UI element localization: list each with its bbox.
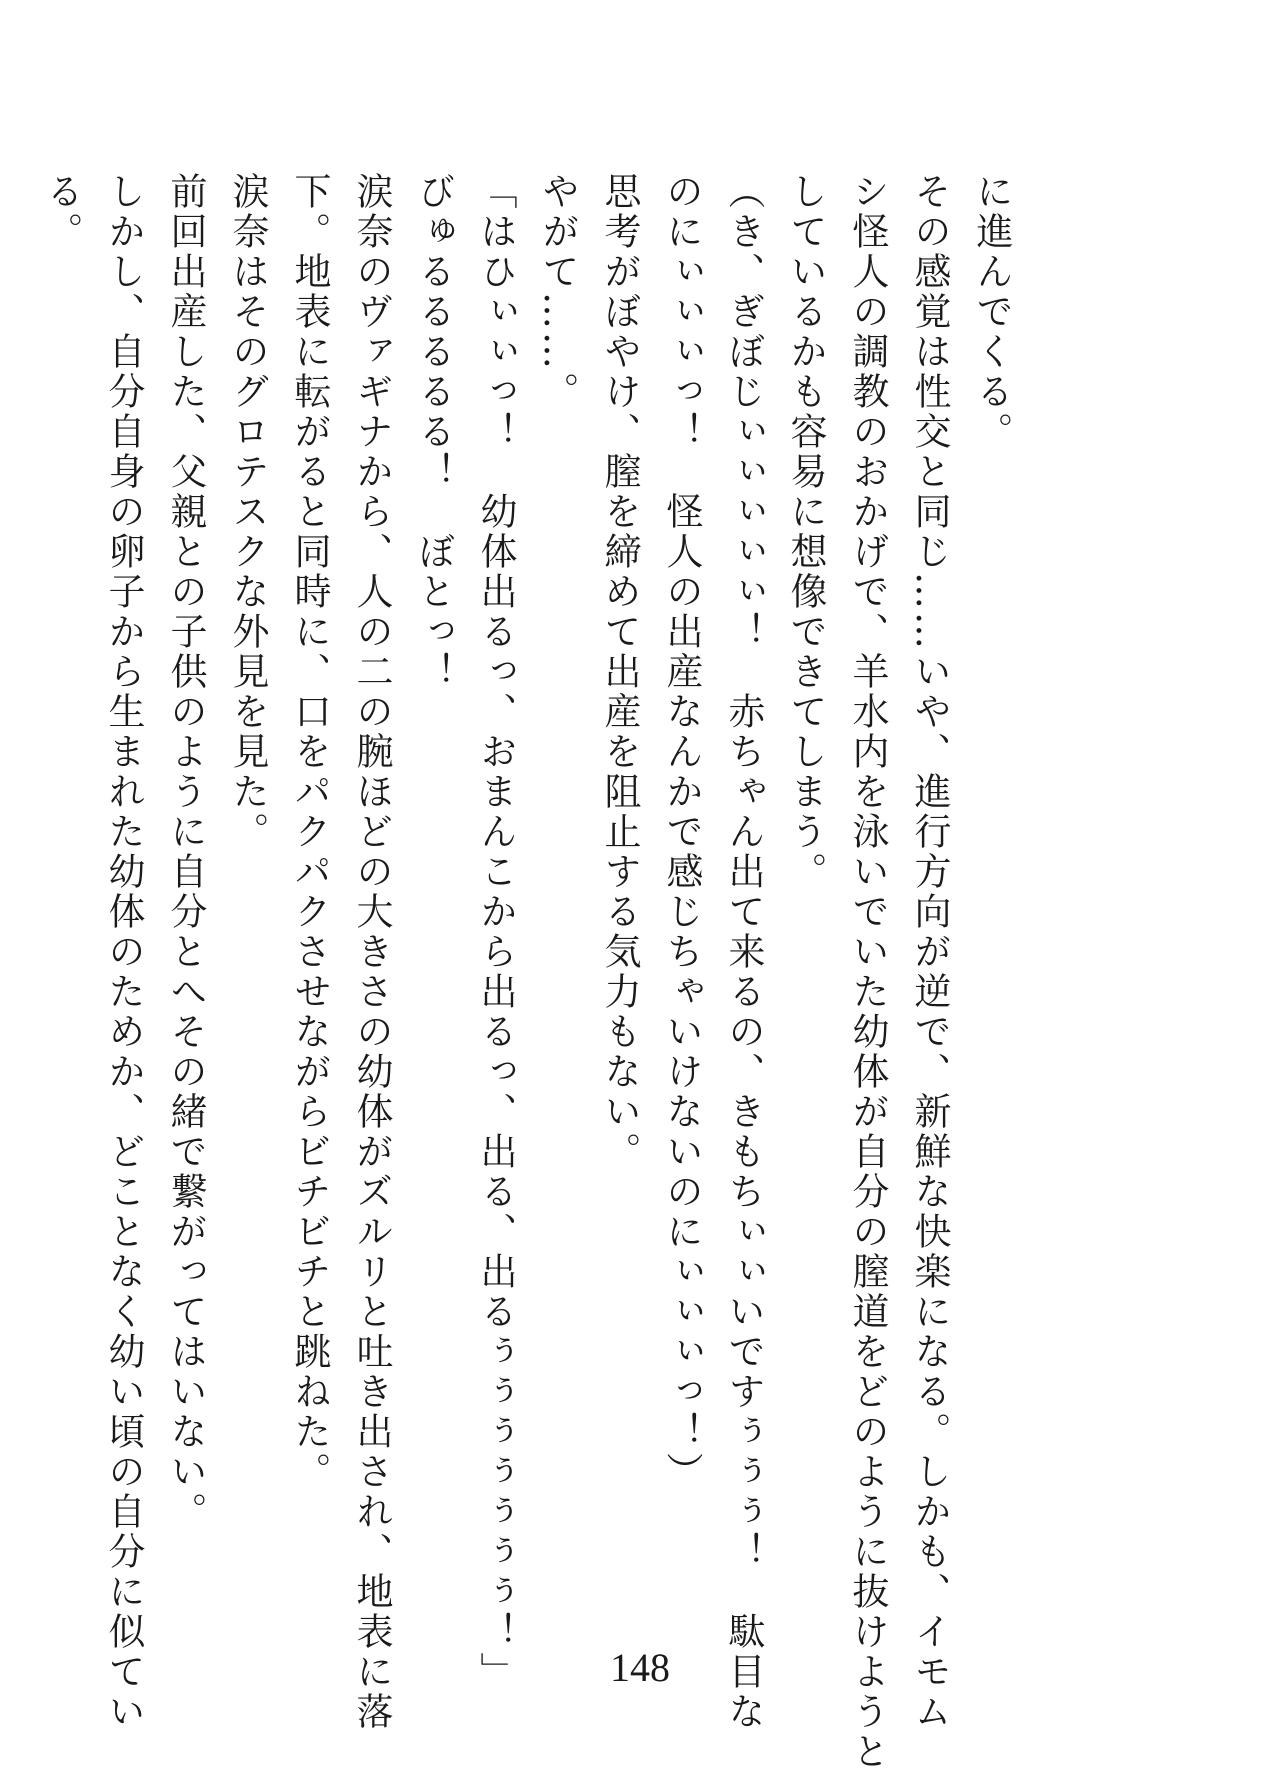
page-number: 148: [610, 1645, 670, 1690]
text-line: その感覚は性交と同じ……いや、進行方向が逆で、新鮮な快楽になる。しかも、イモム: [908, 172, 951, 1732]
text-line: 思考がぼやけ、膣を締めて出産を阻止する気力もない。: [598, 172, 641, 1172]
text-line: しているかも容易に想像できてしまう。: [784, 172, 827, 892]
text-line: びゅるるるるる！ ぼとっ！: [412, 172, 455, 692]
text-line: 下。地表に転がると同時に、口をパクパクさせながらビチビチと跳ねた。: [288, 172, 331, 1492]
text-line: （き、ぎぼじぃぃぃぃぃ！ 赤ちゃん出て来るの、きもちぃぃいですぅぅぅ！ 駄目な: [722, 172, 765, 1732]
text-line: 前回出産した、父親との子供のように自分とへその緒で繋がってはいない。: [164, 172, 207, 1532]
text-line: 涙奈のヴァギナから、人の二の腕ほどの大きさの幼体がズルリと吐き出され、地表に落: [350, 172, 393, 1732]
text-line: 涙奈はそのグロテスクな外見を見た。: [226, 172, 269, 852]
text-line: 「はひぃぃっ！ 幼体出るっ、おまんこから出るっ、出る、出るぅぅぅぅぅぅぅ！」: [474, 172, 517, 1692]
text-line: しかし、自分自身の卵子から生まれた幼体のためか、どことなく幼い頃の自分に似てい: [102, 172, 145, 1732]
text-line: やがて……。: [536, 172, 579, 412]
text-line: シ怪人の調教のおかげで、羊水内を泳いでいた幼体が自分の膣道をどのように抜けようと: [846, 172, 889, 1772]
text-line: る。: [40, 172, 83, 252]
text-line: のにぃぃぃっ！ 怪人の出産なんかで感じちゃいけないのにぃぃぃっ！）: [660, 172, 703, 1492]
text-line: に進んでくる。: [970, 172, 1013, 452]
